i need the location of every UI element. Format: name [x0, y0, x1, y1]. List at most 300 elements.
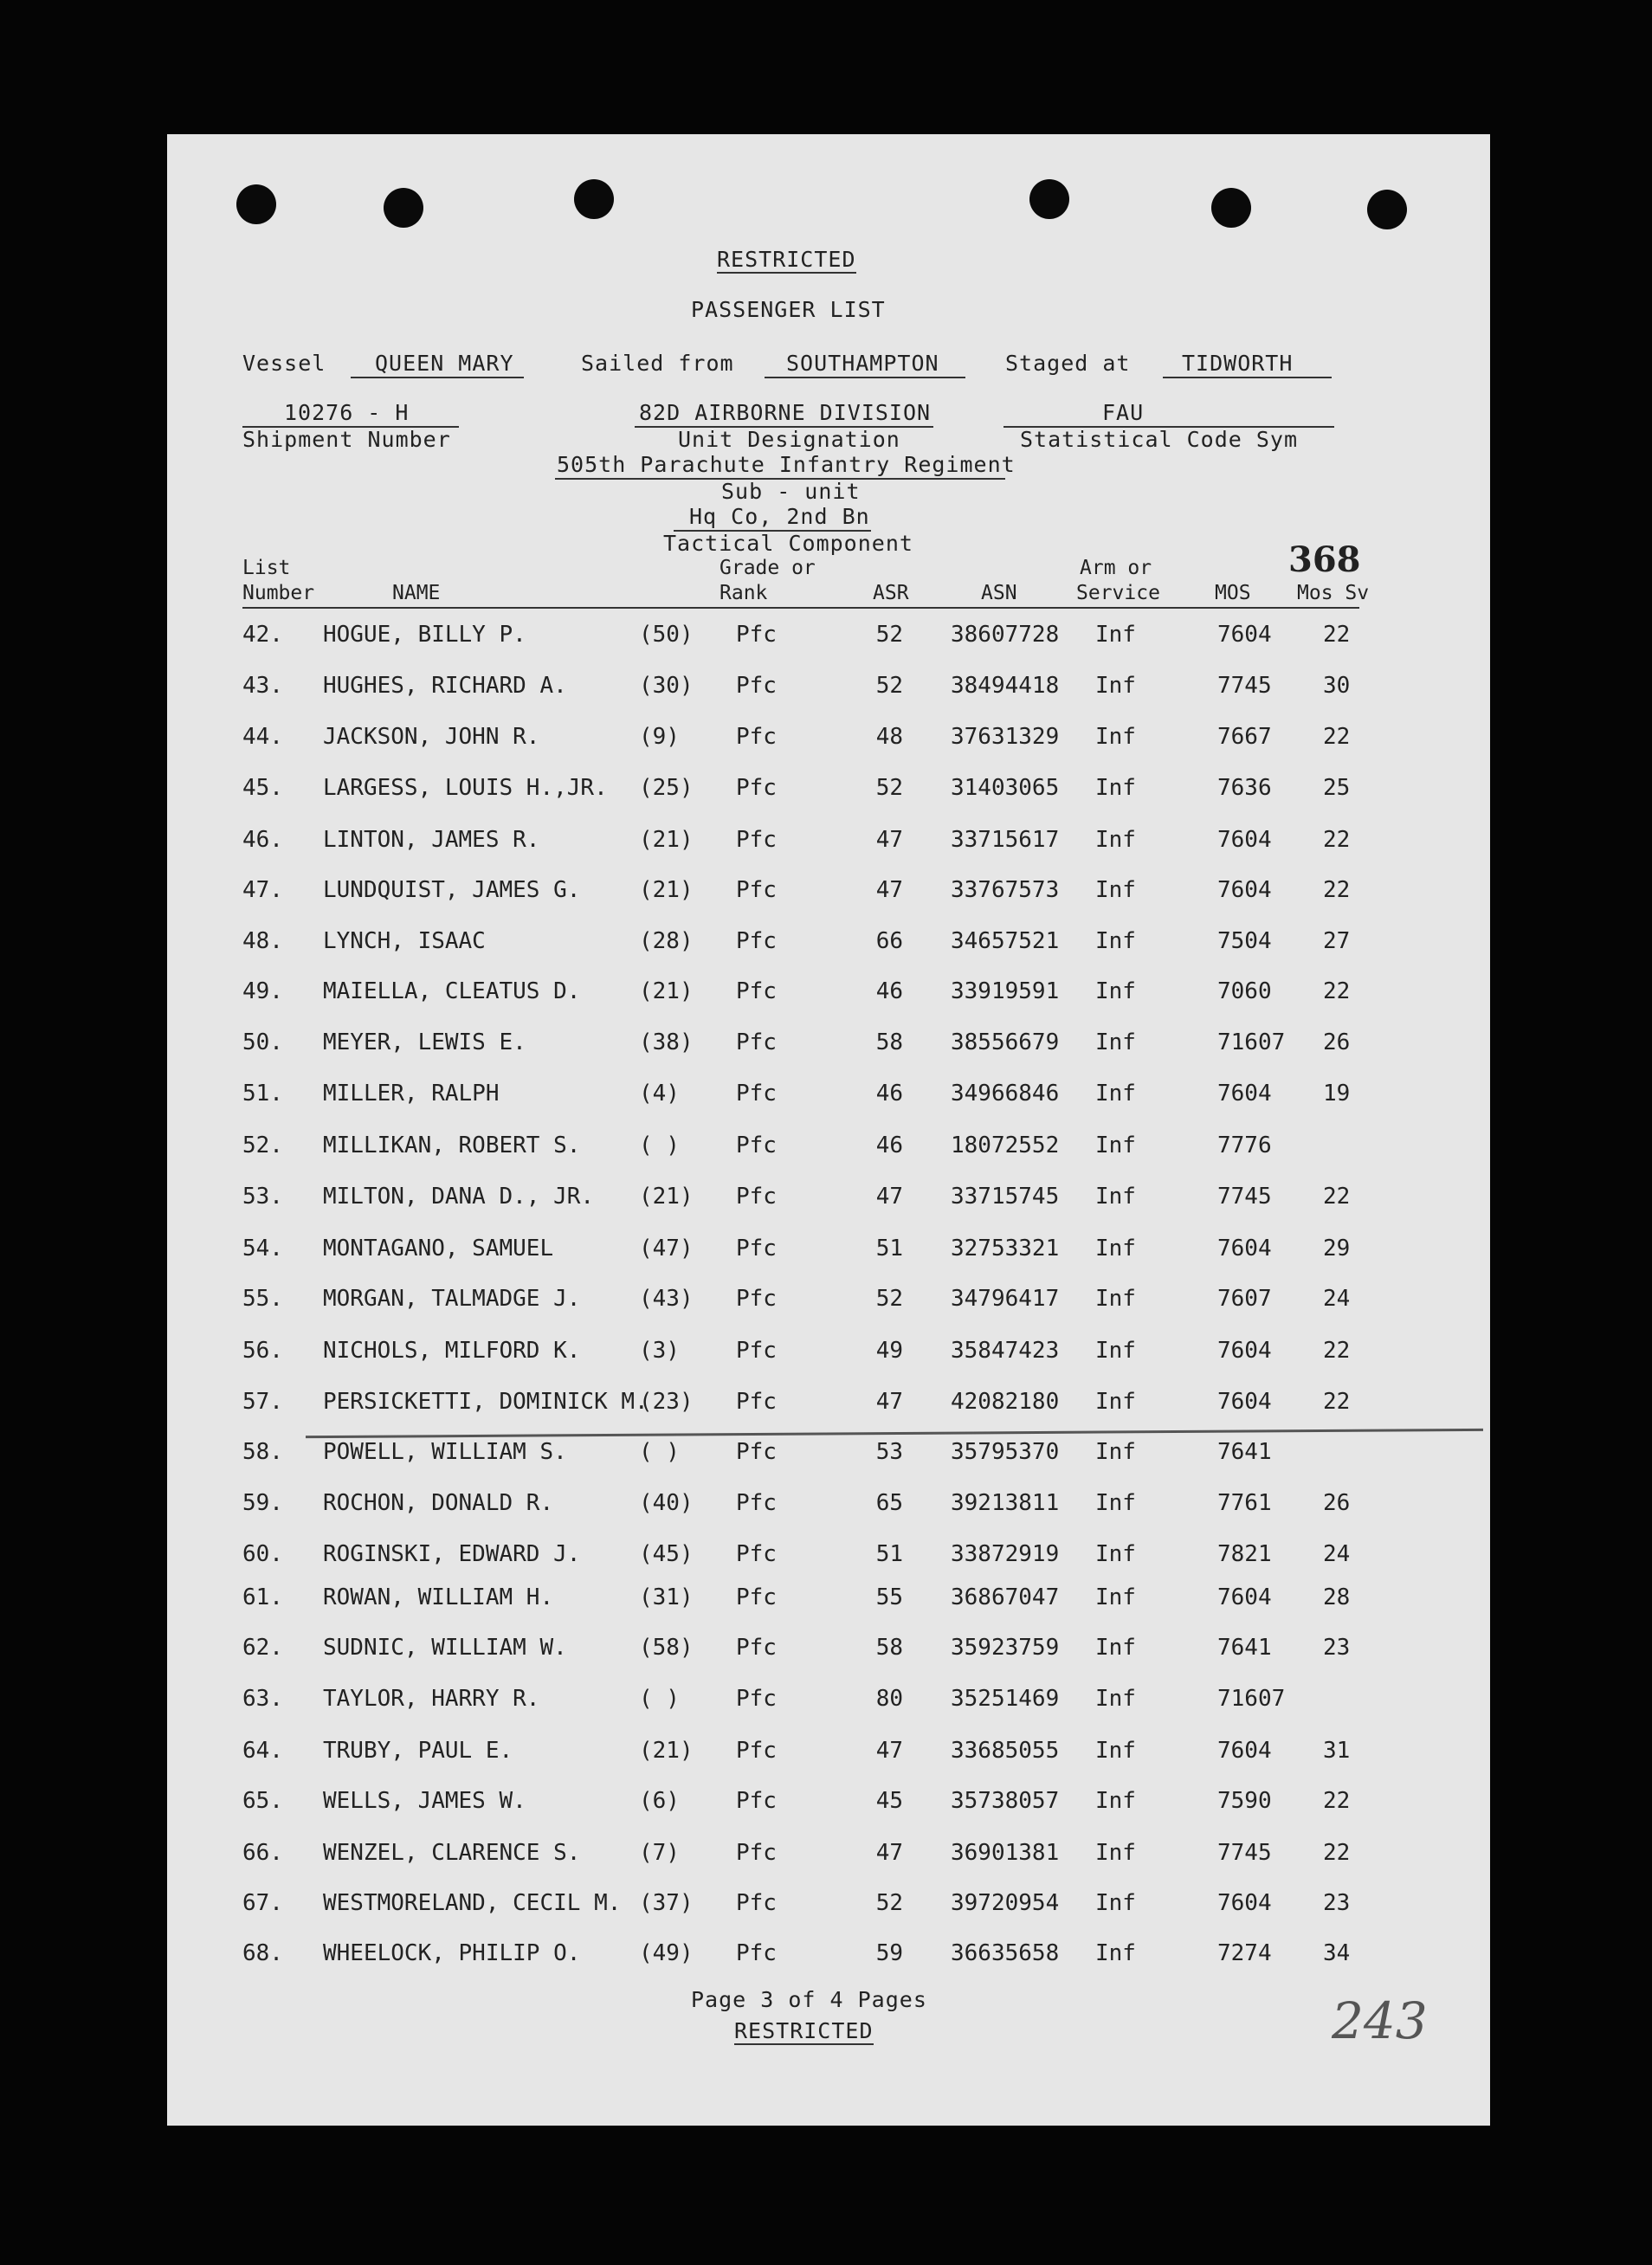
cell-mos: 71607: [1217, 1029, 1286, 1055]
table-row: [167, 1584, 1490, 1619]
unit-designation-value: 82D AIRBORNE DIVISION: [639, 400, 932, 425]
cell-arm: Inf: [1095, 1184, 1136, 1210]
cell-mos: 7604: [1217, 877, 1272, 903]
cell-asr: 46: [875, 978, 903, 1004]
cell-arm: Inf: [1095, 1584, 1136, 1610]
cell-sv: 24: [1323, 1286, 1351, 1312]
document-page: [167, 134, 1490, 2126]
cell-sv: 23: [1323, 1890, 1351, 1916]
cell-mos: 7604: [1217, 1081, 1272, 1107]
cell-num: 66.: [242, 1840, 283, 1866]
cell-arm: Inf: [1095, 1081, 1136, 1107]
cell-num: 54.: [242, 1236, 283, 1262]
cell-grade: Pfc: [736, 775, 777, 801]
cell-asr: 58: [875, 1635, 903, 1661]
staged-underline: [1163, 377, 1332, 378]
col-arm-label: Arm or: [1080, 557, 1152, 579]
statistical-code-value: FAU: [1102, 400, 1145, 425]
table-row: [167, 1635, 1490, 1669]
cell-asn: 37631329: [951, 724, 1060, 750]
cell-arm: Inf: [1095, 673, 1136, 699]
cell-arm: Inf: [1095, 928, 1136, 954]
table-row: [167, 1184, 1490, 1218]
table-row: [167, 827, 1490, 861]
cell-mos: 7761: [1217, 1490, 1272, 1516]
cell-grade: Pfc: [736, 1132, 777, 1158]
cell-sv: 27: [1323, 928, 1351, 954]
cell-mos: 7745: [1217, 673, 1272, 699]
cell-asr: 47: [875, 1184, 903, 1210]
cell-grp: (47): [639, 1236, 694, 1262]
cell-grp: (40): [639, 1490, 694, 1516]
cell-asr: 47: [875, 1738, 903, 1764]
cell-grade: Pfc: [736, 1439, 777, 1465]
cell-name: MILLER, RALPH: [323, 1081, 500, 1107]
cell-num: 59.: [242, 1490, 283, 1516]
cell-num: 55.: [242, 1286, 283, 1312]
cell-mos: 7641: [1217, 1439, 1272, 1465]
cell-name: PERSICKETTI, DOMINICK M.: [323, 1389, 649, 1415]
cell-name: MILLIKAN, ROBERT S.: [323, 1132, 581, 1158]
staged-value: TIDWORTH: [1182, 351, 1294, 376]
cell-num: 60.: [242, 1541, 283, 1567]
handwritten-number-bottom: 243: [1332, 1991, 1428, 2050]
cell-sv: 29: [1323, 1236, 1351, 1262]
cell-grp: (9): [639, 724, 680, 750]
subunit-value: 505th Parachute Infantry Regiment: [557, 452, 1016, 477]
cell-name: LINTON, JAMES R.: [323, 827, 540, 853]
cell-arm: Inf: [1095, 622, 1136, 648]
cell-name: NICHOLS, MILFORD K.: [323, 1338, 581, 1364]
cell-grp: (58): [639, 1635, 694, 1661]
cell-asn: 35923759: [951, 1635, 1060, 1661]
cell-num: 53.: [242, 1184, 283, 1210]
cell-grp: (6): [639, 1788, 680, 1814]
cell-asn: 33767573: [951, 877, 1060, 903]
cell-grp: (31): [639, 1584, 694, 1610]
cell-asr: 66: [875, 928, 903, 954]
cell-grade: Pfc: [736, 1584, 777, 1610]
cell-name: ROWAN, WILLIAM H.: [323, 1584, 554, 1610]
cell-grade: Pfc: [736, 1236, 777, 1262]
cell-asr: 47: [875, 877, 903, 903]
cell-mos: 7590: [1217, 1788, 1272, 1814]
cell-arm: Inf: [1095, 1338, 1136, 1364]
cell-asn: 36635658: [951, 1940, 1060, 1966]
cell-asn: 33685055: [951, 1738, 1060, 1764]
cell-grp: (43): [639, 1286, 694, 1312]
cell-arm: Inf: [1095, 978, 1136, 1004]
cell-mos: 7604: [1217, 1389, 1272, 1415]
cell-sv: 30: [1323, 673, 1351, 699]
cell-arm: Inf: [1095, 775, 1136, 801]
cell-sv: 31: [1323, 1738, 1351, 1764]
cell-asr: 47: [875, 1840, 903, 1866]
col-mos: MOS: [1215, 582, 1251, 604]
punch-hole: [1029, 179, 1069, 219]
cell-num: 57.: [242, 1389, 283, 1415]
cell-grp: (21): [639, 978, 694, 1004]
cell-arm: Inf: [1095, 827, 1136, 853]
cell-grp: (7): [639, 1840, 680, 1866]
cell-num: 56.: [242, 1338, 283, 1364]
cell-sv: 24: [1323, 1541, 1351, 1567]
cell-num: 43.: [242, 673, 283, 699]
cell-name: MORGAN, TALMADGE J.: [323, 1286, 581, 1312]
table-row: [167, 877, 1490, 912]
cell-asr: 49: [875, 1338, 903, 1364]
cell-num: 58.: [242, 1439, 283, 1465]
cell-asr: 52: [875, 673, 903, 699]
table-row: [167, 1940, 1490, 1975]
cell-grade: Pfc: [736, 1389, 777, 1415]
cell-sv: 22: [1323, 622, 1351, 648]
cell-mos: 7274: [1217, 1940, 1272, 1966]
cell-mos: 7641: [1217, 1635, 1272, 1661]
cell-sv: 22: [1323, 978, 1351, 1004]
table-row: [167, 1132, 1490, 1167]
cell-num: 49.: [242, 978, 283, 1004]
col-asr: ASR: [873, 582, 909, 604]
cell-asn: 35795370: [951, 1439, 1060, 1465]
cell-grp: (50): [639, 622, 694, 648]
cell-sv: 26: [1323, 1029, 1351, 1055]
cell-sv: 22: [1323, 724, 1351, 750]
cell-grade: Pfc: [736, 1286, 777, 1312]
table-row: [167, 673, 1490, 707]
table-row: [167, 1286, 1490, 1320]
cell-grade: Pfc: [736, 1686, 777, 1712]
cell-grade: Pfc: [736, 928, 777, 954]
cell-mos: 7745: [1217, 1840, 1272, 1866]
cell-asn: 18072552: [951, 1132, 1060, 1158]
cell-grade: Pfc: [736, 673, 777, 699]
cell-name: HUGHES, RICHARD A.: [323, 673, 567, 699]
table-row: [167, 1389, 1490, 1423]
cell-sv: 22: [1323, 827, 1351, 853]
cell-asn: 33715745: [951, 1184, 1060, 1210]
cell-sv: 22: [1323, 877, 1351, 903]
cell-sv: 28: [1323, 1584, 1351, 1610]
table-row: [167, 1439, 1490, 1474]
table-row: [167, 1686, 1490, 1720]
cell-name: MAIELLA, CLEATUS D.: [323, 978, 581, 1004]
cell-grade: Pfc: [736, 827, 777, 853]
cell-name: MILTON, DANA D., JR.: [323, 1184, 595, 1210]
cell-grade: Pfc: [736, 1541, 777, 1567]
cell-name: ROCHON, DONALD R.: [323, 1490, 554, 1516]
cell-asn: 39213811: [951, 1490, 1060, 1516]
cell-num: 50.: [242, 1029, 283, 1055]
cell-mos: 7060: [1217, 978, 1272, 1004]
cell-num: 47.: [242, 877, 283, 903]
cell-asr: 47: [875, 827, 903, 853]
punch-hole: [1367, 190, 1407, 229]
tactical-component-value: Hq Co, 2nd Bn: [689, 504, 870, 529]
cell-sv: 34: [1323, 1940, 1351, 1966]
page-number: Page 3 of 4 Pages: [691, 1987, 927, 2012]
cell-asr: 48: [875, 724, 903, 750]
cell-asn: 34657521: [951, 928, 1060, 954]
cell-mos: 7604: [1217, 622, 1272, 648]
cell-grp: (45): [639, 1541, 694, 1567]
table-row: [167, 928, 1490, 963]
cell-grp: (28): [639, 928, 694, 954]
cell-arm: Inf: [1095, 1940, 1136, 1966]
table-row: [167, 1081, 1490, 1115]
cell-asr: 65: [875, 1490, 903, 1516]
table-row: [167, 1236, 1490, 1270]
cell-grp: (21): [639, 877, 694, 903]
cell-grade: Pfc: [736, 1788, 777, 1814]
cell-asn: 31403065: [951, 775, 1060, 801]
tactical-component-label: Tactical Component: [663, 531, 913, 556]
table-row: [167, 1541, 1490, 1576]
cell-asr: 52: [875, 1890, 903, 1916]
cell-asn: 35251469: [951, 1686, 1060, 1712]
cell-asr: 52: [875, 1286, 903, 1312]
cell-mos: 7504: [1217, 928, 1272, 954]
cell-asn: 38556679: [951, 1029, 1060, 1055]
cell-mos: 7604: [1217, 1584, 1272, 1610]
table-row: [167, 978, 1490, 1013]
table-row: [167, 1890, 1490, 1925]
cell-arm: Inf: [1095, 1029, 1136, 1055]
cell-num: 67.: [242, 1890, 283, 1916]
cell-name: LYNCH, ISAAC: [323, 928, 486, 954]
cell-arm: Inf: [1095, 1788, 1136, 1814]
cell-num: 68.: [242, 1940, 283, 1966]
col-grade-label: Grade or: [720, 557, 816, 579]
restricted-bottom: RESTRICTED: [734, 2018, 874, 2043]
cell-arm: Inf: [1095, 1389, 1136, 1415]
cell-arm: Inf: [1095, 1541, 1136, 1567]
cell-grade: Pfc: [736, 1940, 777, 1966]
cell-name: MONTAGANO, SAMUEL: [323, 1236, 554, 1262]
cell-mos: 7636: [1217, 775, 1272, 801]
cell-asr: 52: [875, 775, 903, 801]
cell-grp: (21): [639, 827, 694, 853]
col-grade-rank: [720, 556, 816, 606]
cell-arm: Inf: [1095, 1738, 1136, 1764]
punch-hole: [574, 179, 614, 219]
cell-sv: 22: [1323, 1389, 1351, 1415]
cell-asn: 34966846: [951, 1081, 1060, 1107]
cell-mos: 71607: [1217, 1686, 1286, 1712]
table-row: [167, 1738, 1490, 1772]
cell-sv: 22: [1323, 1840, 1351, 1866]
table-row: [167, 724, 1490, 758]
cell-asn: 35847423: [951, 1338, 1060, 1364]
cell-asn: 42082180: [951, 1389, 1060, 1415]
sailed-label: Sailed from: [581, 351, 734, 376]
cell-arm: Inf: [1095, 1890, 1136, 1916]
cell-num: 65.: [242, 1788, 283, 1814]
cell-name: MEYER, LEWIS E.: [323, 1029, 526, 1055]
cell-num: 42.: [242, 622, 283, 648]
cell-grade: Pfc: [736, 877, 777, 903]
table-row: [167, 1490, 1490, 1525]
cell-num: 61.: [242, 1584, 283, 1610]
col-service-label: Service: [1076, 582, 1160, 604]
handwritten-number-top: 368: [1288, 539, 1361, 580]
cell-name: ROGINSKI, EDWARD J.: [323, 1541, 581, 1567]
cell-mos: 7604: [1217, 1236, 1272, 1262]
cell-sv: 26: [1323, 1490, 1351, 1516]
cell-num: 48.: [242, 928, 283, 954]
staged-label: Staged at: [1005, 351, 1131, 376]
cell-grp: ( ): [639, 1132, 680, 1158]
cell-num: 64.: [242, 1738, 283, 1764]
cell-mos: 7667: [1217, 724, 1272, 750]
cell-num: 51.: [242, 1081, 283, 1107]
page-title: PASSENGER LIST: [691, 297, 886, 322]
col-rank-label: Rank: [720, 582, 768, 604]
cell-grade: Pfc: [736, 978, 777, 1004]
cell-name: WENZEL, CLARENCE S.: [323, 1840, 581, 1866]
col-asn: ASN: [981, 582, 1017, 604]
cell-asr: 80: [875, 1686, 903, 1712]
cell-arm: Inf: [1095, 1686, 1136, 1712]
cell-asn: 36901381: [951, 1840, 1060, 1866]
header-rule: [242, 607, 1359, 609]
col-list-label: List: [242, 557, 291, 579]
cell-arm: Inf: [1095, 1635, 1136, 1661]
cell-asr: 55: [875, 1584, 903, 1610]
vessel-label: Vessel: [242, 351, 326, 376]
cell-asr: 53: [875, 1439, 903, 1465]
cell-grp: (30): [639, 673, 694, 699]
cell-grade: Pfc: [736, 1338, 777, 1364]
table-row: [167, 622, 1490, 656]
punch-hole: [1211, 188, 1251, 228]
cell-sv: 22: [1323, 1338, 1351, 1364]
cell-num: 52.: [242, 1132, 283, 1158]
cell-mos: 7604: [1217, 1338, 1272, 1364]
cell-grp: (23): [639, 1389, 694, 1415]
cell-grade: Pfc: [736, 1490, 777, 1516]
cell-arm: Inf: [1095, 1840, 1136, 1866]
cell-grp: ( ): [639, 1686, 680, 1712]
cell-asr: 52: [875, 622, 903, 648]
cell-grp: (37): [639, 1890, 694, 1916]
cell-num: 46.: [242, 827, 283, 853]
cell-grade: Pfc: [736, 622, 777, 648]
vessel-value: QUEEN MARY: [375, 351, 514, 376]
shipment-number-label: Shipment Number: [242, 427, 451, 452]
cell-asr: 51: [875, 1236, 903, 1262]
cell-name: WHEELOCK, PHILIP O.: [323, 1940, 581, 1966]
shipment-number-value: 10276 - H: [284, 400, 410, 425]
cell-name: TRUBY, PAUL E.: [323, 1738, 513, 1764]
table-row: [167, 775, 1490, 810]
cell-grade: Pfc: [736, 1738, 777, 1764]
sailed-value: SOUTHAMPTON: [786, 351, 939, 376]
table-row: [167, 1029, 1490, 1064]
cell-asr: 45: [875, 1788, 903, 1814]
cell-sv: 25: [1323, 775, 1351, 801]
cell-asn: 38607728: [951, 622, 1060, 648]
cell-name: JACKSON, JOHN R.: [323, 724, 540, 750]
cell-grade: Pfc: [736, 1029, 777, 1055]
cell-name: HOGUE, BILLY P.: [323, 622, 526, 648]
cell-grade: Pfc: [736, 1635, 777, 1661]
cell-asn: 35738057: [951, 1788, 1060, 1814]
cell-asn: 33919591: [951, 978, 1060, 1004]
cell-asr: 51: [875, 1541, 903, 1567]
col-list-number: [242, 556, 314, 606]
cell-grp: (21): [639, 1184, 694, 1210]
cell-mos: 7821: [1217, 1541, 1272, 1567]
cell-asn: 36867047: [951, 1584, 1060, 1610]
cell-num: 62.: [242, 1635, 283, 1661]
cell-name: WELLS, JAMES W.: [323, 1788, 526, 1814]
cell-asn: 32753321: [951, 1236, 1060, 1262]
cell-name: LUNDQUIST, JAMES G.: [323, 877, 581, 903]
cell-mos: 7745: [1217, 1184, 1272, 1210]
cell-arm: Inf: [1095, 877, 1136, 903]
cell-arm: Inf: [1095, 1439, 1136, 1465]
col-name: NAME: [392, 582, 441, 604]
cell-arm: Inf: [1095, 1132, 1136, 1158]
col-arm-service: [1076, 556, 1160, 606]
cell-name: LARGESS, LOUIS H.,JR.: [323, 775, 608, 801]
cell-grp: (49): [639, 1940, 694, 1966]
vessel-underline: [351, 377, 524, 378]
cell-asr: 58: [875, 1029, 903, 1055]
cell-grade: Pfc: [736, 1840, 777, 1866]
cell-grp: (38): [639, 1029, 694, 1055]
col-mos-sv: Mos Sv: [1297, 582, 1370, 604]
subunit-label: Sub - unit: [721, 479, 861, 504]
cell-arm: Inf: [1095, 1236, 1136, 1262]
table-row: [167, 1338, 1490, 1372]
cell-asr: 46: [875, 1132, 903, 1158]
cell-asr: 59: [875, 1940, 903, 1966]
sailed-underline: [765, 377, 965, 378]
cell-asr: 46: [875, 1081, 903, 1107]
cell-grade: Pfc: [736, 1081, 777, 1107]
restricted-top: RESTRICTED: [717, 247, 856, 272]
cell-mos: 7604: [1217, 827, 1272, 853]
cell-grp: (3): [639, 1338, 680, 1364]
cell-grade: Pfc: [736, 1890, 777, 1916]
cell-name: POWELL, WILLIAM S.: [323, 1439, 567, 1465]
cell-num: 45.: [242, 775, 283, 801]
cell-grade: Pfc: [736, 724, 777, 750]
unit-designation-label: Unit Designation: [678, 427, 900, 452]
cell-name: SUDNIC, WILLIAM W.: [323, 1635, 567, 1661]
cell-grp: (4): [639, 1081, 680, 1107]
cell-arm: Inf: [1095, 1286, 1136, 1312]
cell-sv: 23: [1323, 1635, 1351, 1661]
cell-grade: Pfc: [736, 1184, 777, 1210]
cell-grp: (21): [639, 1738, 694, 1764]
cell-num: 63.: [242, 1686, 283, 1712]
cell-mos: 7776: [1217, 1132, 1272, 1158]
cell-asn: 39720954: [951, 1890, 1060, 1916]
cell-asn: 34796417: [951, 1286, 1060, 1312]
cell-mos: 7607: [1217, 1286, 1272, 1312]
cell-sv: 19: [1323, 1081, 1351, 1107]
cell-grp: (25): [639, 775, 694, 801]
cell-mos: 7604: [1217, 1890, 1272, 1916]
punch-hole: [384, 188, 423, 228]
statistical-code-label: Statistical Code Sym: [1020, 427, 1299, 452]
strike-through-line: [306, 1429, 1483, 1438]
cell-asr: 47: [875, 1389, 903, 1415]
col-number-label: Number: [242, 582, 315, 604]
